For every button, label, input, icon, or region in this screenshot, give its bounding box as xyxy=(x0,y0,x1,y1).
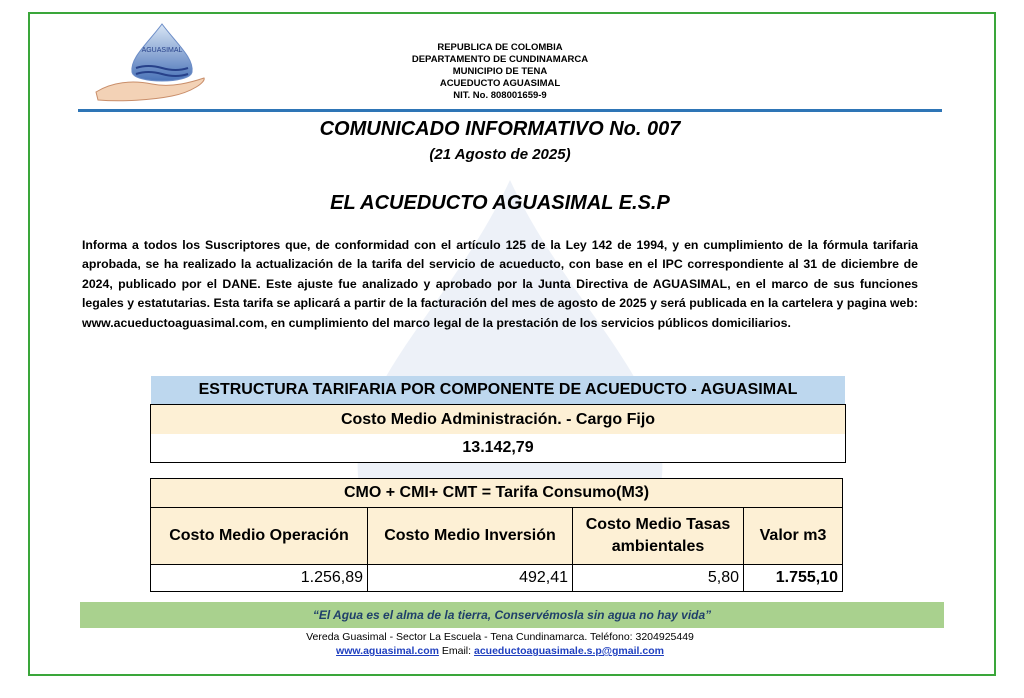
entity-title: EL ACUEDUCTO AGUASIMAL E.S.P xyxy=(330,192,670,214)
value-m3-total: 1.755,10 xyxy=(744,565,843,592)
consumption-tariff-table xyxy=(150,478,843,592)
fixed-charge-label: Costo Medio Administración. - Cargo Fijo xyxy=(150,404,846,436)
website-link[interactable]: www.aguasimal.com xyxy=(336,645,439,657)
header-line-department: DEPARTAMENTO DE CUNDINAMARCA xyxy=(411,54,589,65)
email-link[interactable]: acueductoaguasimale.s.p@gmail.com xyxy=(473,645,664,657)
header-line-country: REPUBLICA DE COLOMBIA xyxy=(437,42,563,53)
col-value-m3: Valor m3 xyxy=(744,508,843,565)
logo-text: AGUASIMAL xyxy=(141,47,183,54)
tariff-structure-title: ESTRUCTURA TARIFARIA POR COMPONENTE DE ACUEDUCTO - AGUASIMAL xyxy=(151,376,845,404)
consumption-formula: CMO + CMI+ CMT = Tarifa Consumo(M3) xyxy=(151,479,843,508)
footer-address: Vereda Guasimal - Sector La Escuela - Tena Cundinamarca. Teléfono: 3204925449 xyxy=(306,631,694,643)
header-line-municipality: MUNICIPIO DE TENA xyxy=(452,66,548,77)
col-investment-cost: Costo Medio Inversión xyxy=(368,508,573,565)
header-divider xyxy=(78,109,942,112)
col-operation-cost: Costo Medio Operación xyxy=(151,508,368,565)
email-label: Email: xyxy=(441,645,472,657)
document-date: (21 Agosto de 2025) xyxy=(429,146,571,163)
value-operation-cost: 1.256,89 xyxy=(151,565,368,592)
value-investment-cost: 492,41 xyxy=(368,565,573,592)
slogan-bar: “El Agua es el alma de la tierra, Conservémosla sin agua no hay vida” xyxy=(80,602,944,628)
announcement-body: Informa a todos los Suscriptores que, de conformidad con el artículo 125 de la Ley 142 de 1994, y en cumplimiento de la fórmula tarifaria aprobada, se ha realizado la actualización de la tarifa del servicio de acueducto, con base en el IPC correspondiente al 31 de diciembre de 2024, publicado por el DANE. Este ajuste fue analizado y aprobado por la Junta Directiva de AGUASIMAL, en el marco de sus funciones legales y estatutarias. Esta tarifa se aplicará a partir de la facturación del mes de agosto de 2025 y será publicada en la cartelera y pagina web: www.acueductoaguasimal.com, en cumplimiento del marco legal de la prestación de los servicios públicos domiciliarios. xyxy=(82,238,918,330)
footer xyxy=(0,630,1000,658)
header-line-nit: NIT. No. 808001659-9 xyxy=(453,90,547,101)
value-environmental-cost: 5,80 xyxy=(573,565,744,592)
aguasimal-logo xyxy=(92,22,212,104)
header-line-organization: ACUEDUCTO AGUASIMAL xyxy=(439,78,561,89)
fixed-charge-value: 13.142,79 xyxy=(150,434,846,463)
col-environmental-cost: Costo Medio Tasas ambientales xyxy=(573,508,744,565)
institution-header xyxy=(360,42,640,102)
footer-contact xyxy=(0,644,1000,658)
document-title: COMUNICADO INFORMATIVO No. 007 xyxy=(319,118,681,140)
